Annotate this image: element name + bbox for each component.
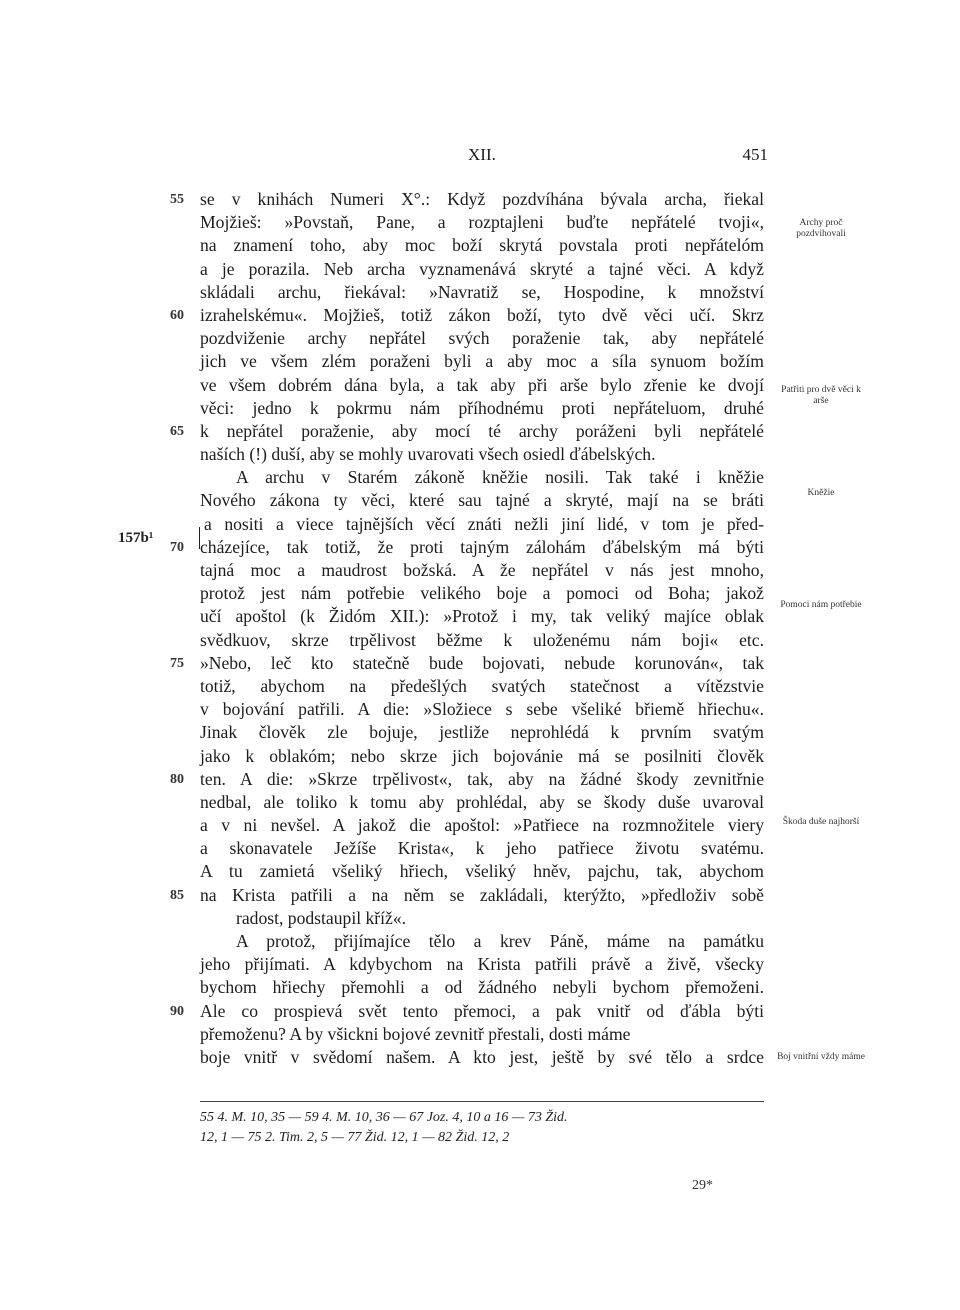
footnotes <box>200 1108 764 1148</box>
text-line <box>200 953 764 976</box>
chapter-number: XII. <box>468 145 496 164</box>
line-text: radost, podstaupil kříž«. <box>236 907 407 928</box>
line-number: 80 <box>170 771 184 787</box>
text-line <box>170 652 764 675</box>
line-text: cházejíce, tak totiž, že proti tajným zálohám ďábelským má býti <box>200 536 764 557</box>
line-text: izrahelskému«. Mojžieš, totiž zákon boží, tyto dvě věci učí. Skrz <box>200 304 764 325</box>
line-number: 85 <box>170 887 184 903</box>
footnote-line: 55 4. M. 10, 35 — 59 4. M. 10, 36 — 67 Joz. 4, 10 a 16 — 73 Žid. <box>200 1110 568 1125</box>
line-text: pozdviženie archy nepřátel svých poraženie tak, aby nepřátelé <box>200 328 764 349</box>
line-text: v bojování patřili. A die: »Složiece s sebe všeliké břiemě hřiechu«. <box>200 699 764 720</box>
line-text: a je porazila. Neb archa vyznamenává skryté a tajné věci. A když <box>200 258 764 279</box>
line-text: se v knihách Numeri X°.: Když pozdvíhána bývala archa, řiekal <box>200 189 764 209</box>
line-text: věci: jedno k pokrmu nám příhodnému proti nepřáteluom, druhé <box>200 397 764 418</box>
text-line <box>200 791 764 814</box>
footnote-rule <box>200 1101 764 1102</box>
line-text: boje vnitř v svědomí našem. A kto jest, ještě by své tělo a srdce <box>200 1046 764 1067</box>
margin-note: Boj vnitřní vždy máme <box>777 1052 865 1062</box>
line-text: jako k oblakóm; nebo skrze jich bojovánie má se posilniti člověk <box>200 745 764 766</box>
line-text: A archu v Starém zákoně kněžie nosili. Tak také i kněžie <box>236 467 764 488</box>
text-line <box>200 1023 764 1046</box>
line-text: Jinak člověk zle bojuje, jestliže neprohlédá k prvním svatým <box>200 722 764 743</box>
text-line <box>200 374 764 397</box>
line-number: 70 <box>170 539 184 555</box>
text-line <box>200 860 764 883</box>
margin-note: Kněžie <box>807 488 835 498</box>
line-text: přemoženu? A by všickni bojové zevnitř přestali, dosti máme <box>200 1023 631 1044</box>
line-number: 55 <box>170 192 184 207</box>
text-line <box>200 466 764 489</box>
text-line <box>170 768 764 791</box>
text-line <box>200 350 764 373</box>
text-line <box>170 536 764 559</box>
line-number: 65 <box>170 423 184 439</box>
text-line <box>200 930 764 953</box>
line-text: ten. A die: »Skrze trpělivost«, tak, aby na žádné škody zevnitřnie <box>200 768 764 789</box>
line-text: Nového zákona ty věci, které sau tajné a skryté, mají na se bráti <box>200 490 764 511</box>
text-line <box>200 281 764 304</box>
text-line <box>200 234 764 257</box>
text-line <box>200 698 764 721</box>
line-text: na znamení toho, aby moc boží skrytá povstala proti nepřátelóm <box>200 235 764 256</box>
text-line <box>200 211 764 234</box>
line-text: bychom hřiechy přemohli a od žádného nebyli bychom přemoženi. <box>200 977 764 998</box>
folio-divider <box>199 527 200 549</box>
line-number: 75 <box>170 655 184 671</box>
text-line <box>200 258 764 281</box>
line-text: učí apoštol (k Židóm XII.): »Protož i my, tak veliký majíce oblak <box>200 606 764 627</box>
line-number: 90 <box>170 1003 184 1019</box>
running-header <box>200 145 768 169</box>
text-line <box>200 675 764 698</box>
line-text: Mojžieš: »Povstaň, Pane, a rozptajleni buďte nepřátelé tvoji«, <box>200 212 764 233</box>
line-text: »Nebo, leč kto statečně bude bojovati, nebude korunován«, tak <box>200 652 764 673</box>
line-number: 60 <box>170 307 184 323</box>
line-text: protož jest nám potřebie velikého boje a pomoci od Boha; jakož <box>200 583 764 604</box>
line-text: nedbal, ale toliko k tomu aby prohlédal, aby se škody duše uvaroval <box>200 791 764 812</box>
text-line <box>200 443 764 466</box>
line-text: skládali archu, řiekával: »Navratiž se, Hospodine, k množství <box>200 281 764 302</box>
line-text: a v ni nevšel. A jakož die apoštol: »Patřiece na rozmnožitele viery <box>200 815 764 836</box>
signature-mark: 29* <box>692 1178 713 1193</box>
line-text: Ale co prospievá svět tento přemoci, a pak vnitř od ďábla býti <box>200 1000 764 1021</box>
line-text: tajná moc a maudrost božská. A že nepřátel v nás jest mnoho, <box>200 560 764 580</box>
text-line <box>170 1000 764 1023</box>
text-line <box>200 907 764 930</box>
line-text: jeho přijímati. A kdybychom na Krista patřili právě a živě, všecky <box>200 954 764 975</box>
line-text: totiž, abychom na předešlých svatých statečnost a vítězstvie <box>200 675 764 696</box>
text-line <box>200 976 764 999</box>
text-line <box>200 814 764 837</box>
line-text: na Krista patřili a na něm se zakládali, kterýžto, »předloživ sobě <box>200 884 764 905</box>
text-line <box>200 629 764 652</box>
text-line <box>170 884 764 907</box>
line-text: A protož, přijímajíce tělo a krev Páně, máme na památku <box>236 931 764 951</box>
line-text: k nepřátel poraženie, aby mocí té archy poráženi byli nepřátelé <box>200 420 764 441</box>
text-line <box>200 605 764 628</box>
margin-note: Archy proč pozdvihovali <box>796 218 846 239</box>
margin-note: Škoda duše najhorší <box>782 817 860 827</box>
line-text: jich ve všem zlém poraženi byli a aby moc a síla synuom božím <box>200 351 764 372</box>
text-line <box>200 397 764 420</box>
text-line <box>200 745 764 768</box>
line-text: svědkuov, skrze trpělivost běžme k uloženému nám boji« etc. <box>200 629 764 650</box>
text-line <box>200 559 764 582</box>
text-line <box>200 837 764 860</box>
line-text: ve všem dobrém dána byla, a tak aby při arše bylo zřenie ke dvojí <box>200 374 764 395</box>
text-line <box>170 188 764 211</box>
text-line <box>200 1046 764 1069</box>
line-text: a nositi a viece tajnějších věcí znáti nežli jiní lidé, v tom je před- <box>204 513 764 534</box>
page-number: 451 <box>742 145 768 164</box>
margin-note: Patřiti pro dvě věci k arše <box>781 385 861 406</box>
text-line <box>200 327 764 350</box>
text-line <box>200 513 764 536</box>
margin-note: Pomoci nám potřebie <box>780 600 862 610</box>
text-line <box>200 721 764 744</box>
text-line <box>200 582 764 605</box>
text-line <box>170 304 764 327</box>
main-text <box>170 188 764 1069</box>
folio-marker: 157b¹ <box>118 530 154 546</box>
line-text: a skonavatele Ježíše Krista«, k jeho patřiece životu svatému. <box>200 838 764 859</box>
footnote-line: 12, 1 — 75 2. Tim. 2, 5 — 77 Žid. 12, 1 — 82 Žid. 12, 2 <box>200 1130 510 1145</box>
text-line <box>170 420 764 443</box>
line-text: naších (!) duší, aby se mohly uvarovati všech osiedl ďábelských. <box>200 444 656 465</box>
line-text: A tu zamietá všeliký hřiech, všeliký hněv, pajchu, tak, abychom <box>200 861 764 882</box>
text-line <box>200 489 764 512</box>
